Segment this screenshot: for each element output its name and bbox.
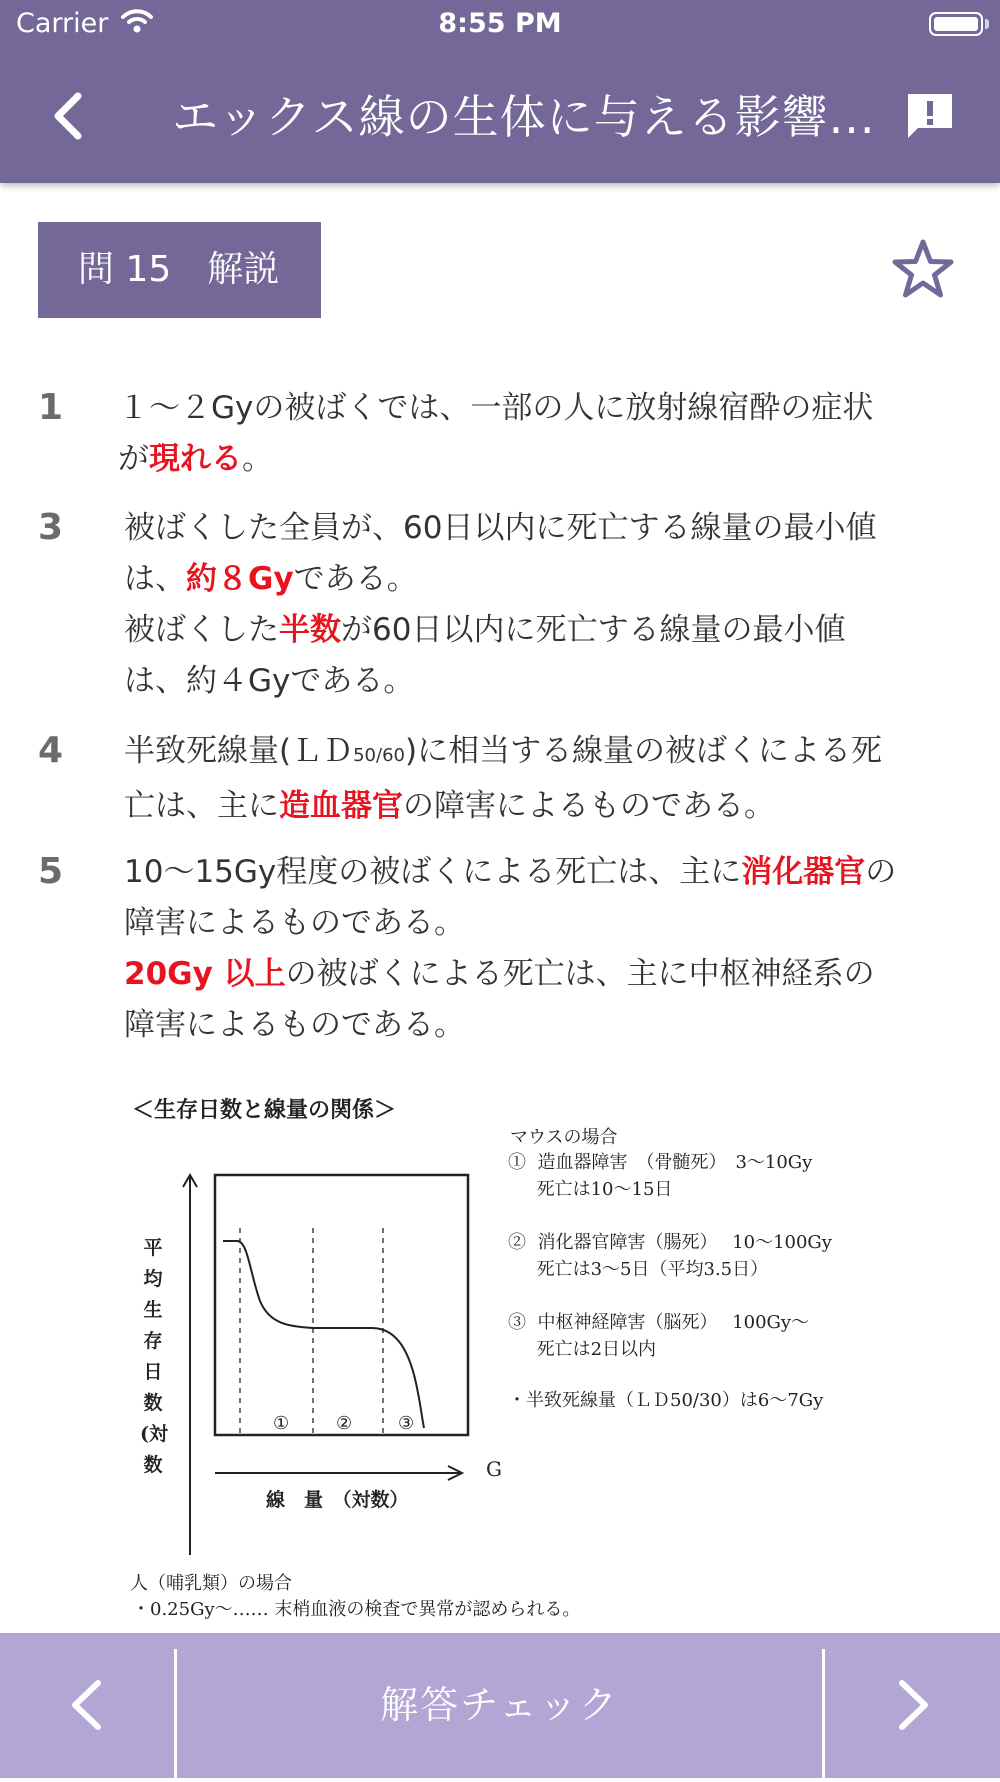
y-axis-char: 平 (143, 1237, 163, 1259)
legend-item: ③ 中枢神経障害（脳死） 100Gy～ 死亡は2日以内 (508, 1312, 810, 1360)
report-button[interactable] (904, 90, 956, 142)
favorite-button[interactable] (890, 237, 956, 303)
y-axis-char: 存 (143, 1330, 163, 1352)
y-axis-char: (対 (140, 1423, 168, 1445)
text-line (118, 383, 958, 434)
legend-item: ② 消化器官障害（腸死） 10～100Gy 死亡は3～5日（平均3.5日） (508, 1232, 832, 1280)
battery-tip (985, 19, 989, 29)
text-segment: 半致死線量(ＬＤ (124, 733, 354, 769)
text-segment: 10～15Gy程度の被ばくによる死亡は、主に (124, 854, 742, 890)
text-line (124, 847, 964, 898)
y-axis-char: 数 (143, 1392, 163, 1414)
report-icon (904, 90, 956, 142)
text-segment: の障害によるものである。 (403, 788, 775, 824)
carrier-label: Carrier (16, 8, 109, 39)
text-line (124, 605, 964, 656)
text-line (124, 1000, 964, 1051)
text-segment: 50/60 (353, 745, 405, 766)
star-icon (890, 237, 956, 303)
survival-curve (223, 1241, 424, 1428)
y-axis-char: 数 (143, 1454, 163, 1476)
text-segment: が (118, 441, 149, 477)
item-number: 1 (38, 387, 64, 428)
y-axis-char: 日 (143, 1361, 163, 1383)
text-line (124, 554, 964, 605)
text-line (124, 898, 964, 949)
text-segment: 被ばくした全員が、60日以内に死亡する線量の最小値 (124, 510, 877, 546)
text-line (124, 781, 964, 832)
legend-item: ① 造血器障害 （骨髄死） 3～10Gy 死亡は10～15日 (508, 1152, 813, 1200)
text-line (118, 434, 958, 485)
battery-icon (929, 12, 983, 36)
item-number: 5 (38, 851, 64, 892)
nav-header (0, 0, 1000, 183)
item-text (124, 503, 964, 707)
legend-heading: マウスの場合 (510, 1127, 618, 1148)
figure-title: ＜生存日数と線量の関係＞ (132, 1097, 397, 1123)
explanation-content[interactable] (0, 183, 1000, 1633)
text-segment: である。 (293, 561, 418, 597)
text-segment: 亡は、主に (124, 788, 279, 824)
y-axis-char: 均 (143, 1268, 163, 1290)
chevron-left-icon (0, 1633, 174, 1778)
item-text (124, 726, 964, 832)
page-title: エックス線の生体に与える影響... (172, 90, 876, 144)
highlight-text: 約８Gy (186, 561, 294, 597)
text-segment: の (865, 854, 897, 890)
text-segment: が60日以内に死亡する線量の最小値 (341, 612, 846, 648)
back-button[interactable] (40, 88, 100, 144)
text-segment: は、 (124, 561, 186, 597)
region-label: ③ (398, 1413, 415, 1434)
status-bar (0, 0, 1000, 50)
bottom-toolbar (0, 1633, 1000, 1778)
next-button[interactable] (825, 1633, 1000, 1778)
highlight-text: 現れる (149, 441, 242, 477)
chevron-right-icon (825, 1633, 1000, 1778)
human-line: ・0.25Gy～…… 末梢血液の検査で異常が認められる。 (132, 1599, 581, 1620)
item-number: 3 (38, 507, 64, 548)
human-heading: 人（哺乳類）の場合 (130, 1573, 292, 1594)
survival-dose-figure (120, 1093, 920, 1633)
chevron-left-icon (40, 88, 100, 144)
text-segment: の被ばくによる死亡は、主に中枢神経系の (285, 956, 875, 992)
answer-check-button[interactable]: 解答チェック (380, 1683, 619, 1727)
highlight-text: 20Gy 以上 (124, 956, 286, 992)
text-line (124, 656, 964, 707)
legend-item: ・半致死線量（ＬＤ50/30）は6～7Gy (508, 1390, 824, 1411)
text-segment: )に相当する線量の被ばくによる死 (404, 733, 883, 769)
text-line (124, 726, 964, 781)
item-text (124, 847, 964, 1051)
highlight-text: 造血器官 (279, 788, 403, 824)
region-label: ① (273, 1413, 290, 1434)
text-segment: 障害によるものである。 (124, 1007, 465, 1043)
text-segment: １～２Gyの被ばくでは、一部の人に放射線宿酔の症状 (118, 390, 874, 426)
text-line (124, 503, 964, 554)
item-number: 4 (38, 730, 64, 771)
status-time: 8:55 PM (438, 8, 562, 39)
text-segment: は、約４Gyである。 (124, 663, 415, 699)
text-segment: 障害によるものである。 (124, 905, 465, 941)
question-label: 問 15 解説 (38, 222, 321, 318)
y-axis-char: 生 (143, 1299, 163, 1321)
text-segment: 。 (242, 441, 273, 477)
x-axis-label: 線 量 （対数） (266, 1489, 409, 1511)
item-text (118, 383, 958, 485)
previous-button[interactable] (0, 1633, 174, 1778)
highlight-text: 半数 (279, 612, 341, 648)
x-axis-unit: G (486, 1457, 502, 1481)
text-segment: 被ばくした (124, 612, 279, 648)
region-label: ② (336, 1413, 353, 1434)
text-line (124, 949, 964, 1000)
highlight-text: 消化器官 (741, 854, 866, 890)
plot-frame (215, 1175, 468, 1435)
